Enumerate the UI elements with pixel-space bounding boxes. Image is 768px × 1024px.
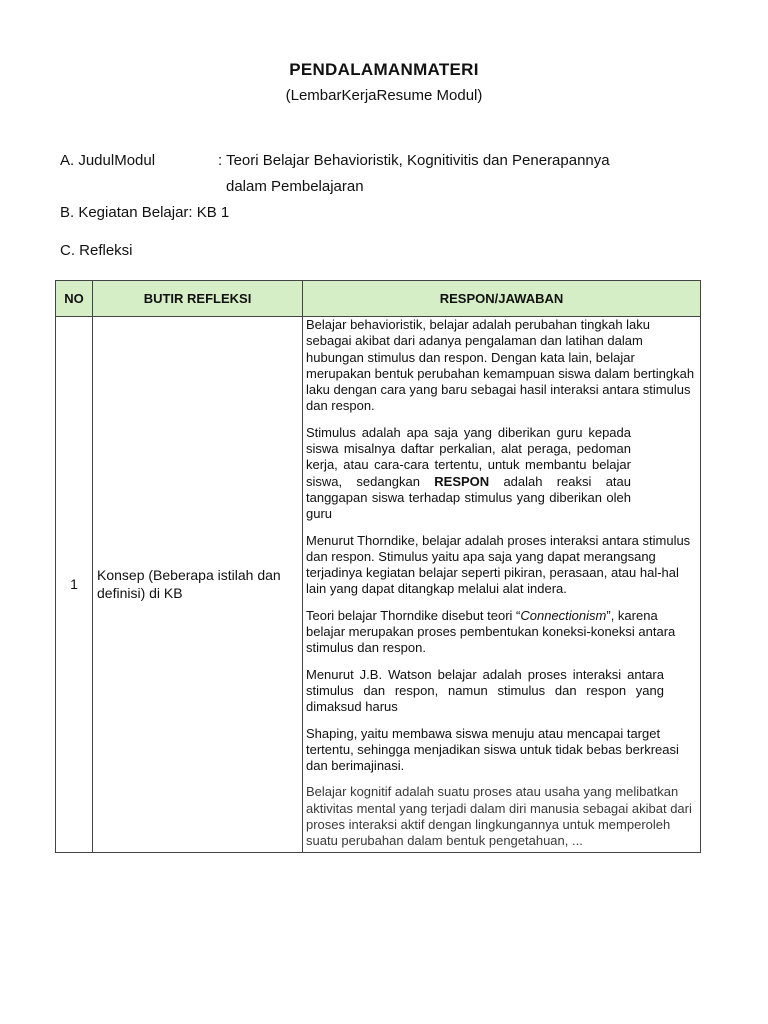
respon-paragraph-shaping: Shaping, yaitu membawa siswa menuju atau mencapai target tertentu, sehingga menjadikan siswa untuk tidak bebas berkreasi dan berimajinasi. [306,725,679,774]
reflection-table [55,280,701,853]
respon-keyword: RESPON [434,473,490,489]
respon-paragraph-thorndike: Menurut Thorndike, belajar adalah proses interaksi antara stimulus dan respon. Stimulus yaitu apa saja yang dapat merangsang terjadinya kegiatan belajar seperti pikiran, perasaan, atau hal-hal lain yang dapat ditangkap melalui alat indera. [306,532,691,597]
row-number: 1 [56,317,93,853]
judul-modul-line [60,152,610,169]
kegiatan-belajar-label: B. Kegiatan Belajar [60,204,189,221]
judul-modul-value-continued: dalam Pembelajaran [226,178,364,195]
document-subtitle: (LembarKerjaResume Modul) [285,87,483,104]
table-header-row [56,281,701,317]
judul-modul-value: : Teori Belajar Behavioristik, Kognitivitis dan Penerapannya [218,152,610,169]
refleksi-heading: C. Refleksi [60,242,133,259]
header-respon-jawaban: RESPON/JAWABAN [303,281,701,317]
document-title: PENDALAMANMATERI [289,60,479,79]
header-no: NO [56,281,93,317]
respon-paragraph-connectionism [306,608,697,657]
stimulus-text-b: adalah reaksi atau tanggapan siswa terhadap stimulus yang diberikan oleh guru [306,473,631,522]
respon-paragraph-kognitif: Belajar kognitif adalah suatu proses atau usaha yang melibatkan aktivitas mental yang terjadi dalam diri manusia sebagai akibat dari proses interaksi aktif dengan lingkungannya untuk memperoleh suatu perubahan dalam bentuk pengetahuan, ... [306,784,692,849]
stimulus-text-a: Stimulus adalah apa saja yang diberikan guru kepada siswa misalnya daftar perkalian, alat peraga, pedoman kerja, atau cara-cara tertentu, untuk membantu belajar siswa, sedangkan [306,424,631,489]
respon-paragraph-watson: Menurut J.B. Watson belajar adalah proses interaksi antara stimulus dan respon, namun stimulus dan respon yang dimaksud harus [306,666,664,715]
connectionism-text-b: ”, karena belajar merupakan proses pembentukan koneksi-koneksi antara stimulus dan respon. [306,607,676,656]
connectionism-text-a: Teori belajar Thorndike disebut teori “ [306,607,521,623]
row-butir: Konsep (Beberapa istilah dan definisi) di KB [93,317,303,853]
row-respon [303,317,701,853]
header-butir-refleksi: BUTIR REFLEKSI [93,281,303,317]
kegiatan-belajar-value: : KB 1 [188,204,230,221]
connectionism-term: Connectionism [520,607,607,623]
table-row [56,317,701,853]
respon-paragraph-behavioristik: Belajar behavioristik, belajar adalah perubahan tingkah laku sebagai akibat dari adanya pengalaman dan latihan dalam hubungan stimulus dan respon. Dengan kata lain, belajar merupakan bentuk perubahan kemampuan siswa dalam bertingkah laku dengan cara yang baru sebagai hasil interaksi antara stimulus dan respon. [306,317,695,414]
judul-modul-label: A. JudulModul [60,152,156,169]
respon-paragraph-stimulus [306,425,631,523]
kegiatan-belajar-line [60,204,229,221]
